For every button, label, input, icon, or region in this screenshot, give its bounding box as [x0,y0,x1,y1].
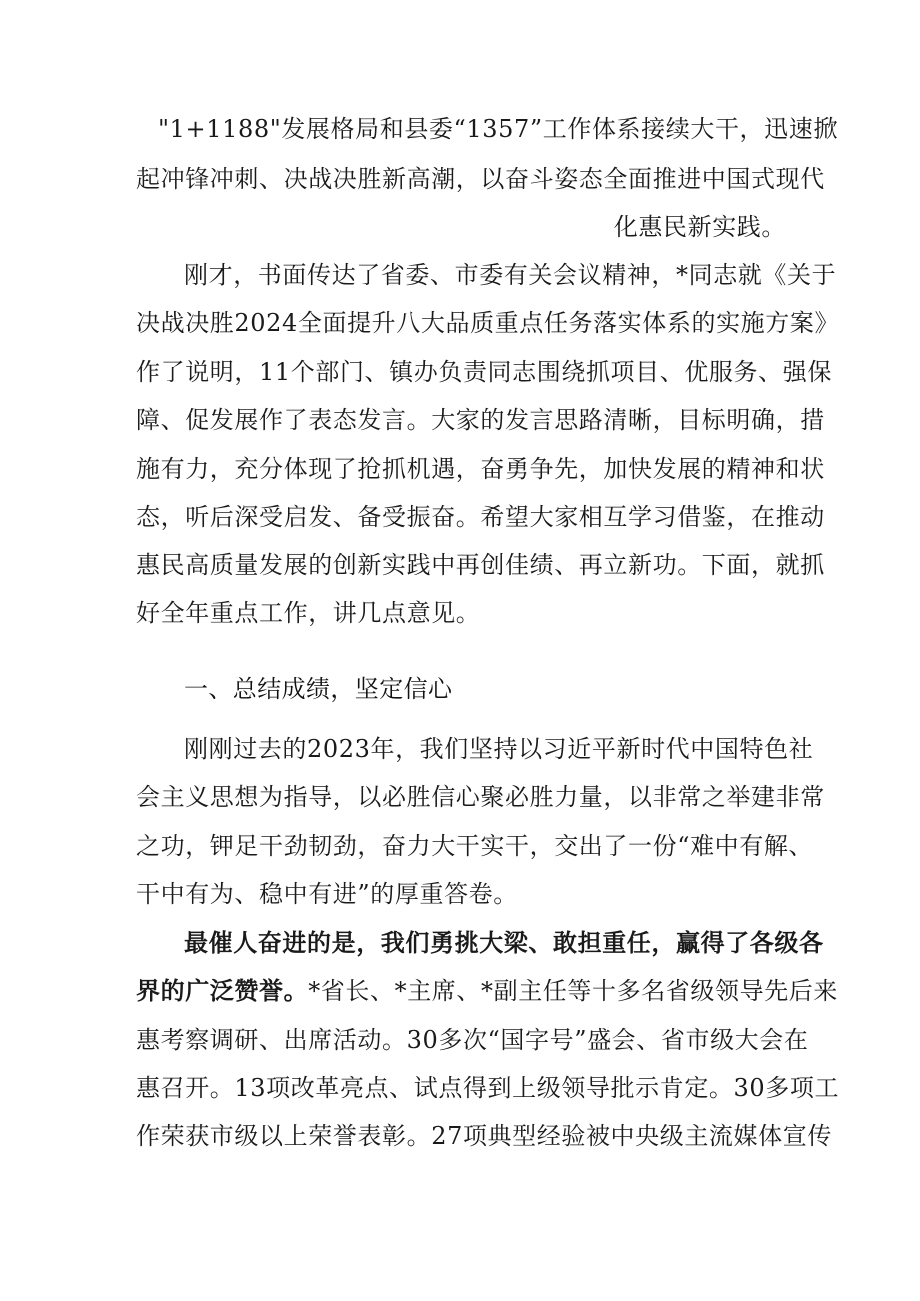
meeting-line-7: 惠民高质量发展的创新实践中再创佳绩、再立新功。下面，就抓 [136,551,825,579]
praise-line-2 [136,974,839,1008]
meeting-line-8: 好全年重点工作，讲几点意见。 [136,599,481,627]
intro-line-3: 化惠民新实践。 [613,213,786,241]
praise-line-2-bold: 界的广泛赞誉。 [136,976,309,1005]
summary-line-1: 刚刚过去的2023年，我们坚持以习近平新时代中国特色社 [184,735,814,763]
summary-line-3: 之功，钾足干劲韧劲，奋力大干实干，交出了一份“难中有解、 [136,832,814,860]
meeting-line-4: 障、促发展作了表态发言。大家的发言思路清晰，目标明确，措 [136,406,825,434]
meeting-line-3: 作了说明，11个部门、镇办负责同志围绕抓项目、优服务、强保 [136,358,832,386]
praise-line-2-rest: *省长、*主席、*副主任等十多名省级领导先后来 [308,977,839,1005]
meeting-line-2: 决战决胜2024全面提升八大品质重点任务落实体系的实施方案》 [136,309,840,337]
praise-line-5: 作荣获市级以上荣誉表彰。27项典型经验被中央级主流媒体宣传 [136,1122,832,1150]
meeting-line-1: 刚才，书面传达了省委、市委有关会议精神，*同志就《关于 [184,261,837,289]
intro-line-2: 起冲锋冲刺、决战决胜新高潮，以奋斗姿态全面推进中国式现代 [136,165,825,193]
section-heading: 一、总结成绩，坚定信心 [184,675,453,703]
meeting-line-6: 态，听后深受启发、备受振奋。希望大家相互学习借鉴，在推动 [136,503,825,531]
summary-line-4: 干中有为、稳中有进”的厚重答卷。 [136,880,518,908]
praise-line-3: 惠考察调研、出席活动。30多次“国字号”盛会、省市级大会在 [136,1026,809,1054]
summary-line-2: 会主义思想为指导，以必胜信心聚必胜力量，以非常之举建非常 [136,783,825,811]
intro-line-1: "1+1188"发展格局和县委“1357”工作体系接续大干，迅速掀 [158,115,838,143]
praise-line-1: 最催人奋进的是，我们勇挑大梁、敢担重任，赢得了各级各 [184,928,824,957]
praise-line-4: 惠召开。13项改革亮点、试点得到上级领导批示肯定。30多项工 [136,1074,840,1102]
meeting-line-5: 施有力，充分体现了抢抓机遇，奋勇争先，加快发展的精神和状 [136,455,825,483]
